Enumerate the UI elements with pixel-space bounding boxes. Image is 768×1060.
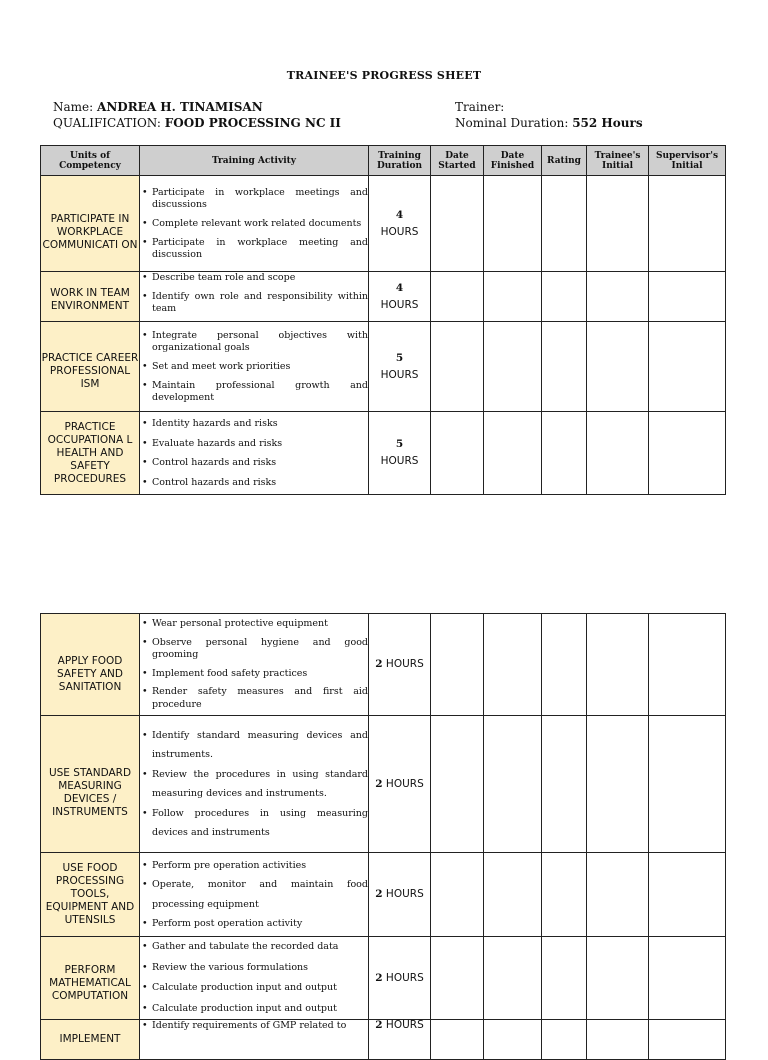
- date-started-cell: [431, 716, 484, 853]
- activity-item: • Identify requirements of GMP related to: [140, 1020, 368, 1032]
- duration-number: 4: [395, 281, 404, 294]
- activity-item: • Wear personal protective equipment: [140, 618, 368, 631]
- table-row: [41, 937, 726, 1020]
- duration-unit: HOURS: [385, 1019, 424, 1031]
- duration-number: 2: [375, 777, 383, 790]
- unit-of-competency: WORK IN TEAM ENVIRONMENT: [41, 272, 140, 322]
- activity-item: • Follow procedures in using measuring devices and instruments: [140, 804, 368, 843]
- trainee-initial-cell: [587, 322, 649, 412]
- training-activity: [140, 322, 369, 412]
- name-line: [53, 99, 263, 115]
- training-duration: [369, 322, 431, 412]
- table-row: [41, 272, 726, 322]
- activity-item: • Control hazards and risks: [140, 473, 368, 493]
- supervisor-initial-cell: [649, 937, 726, 1020]
- duration-unit: HOURS: [385, 888, 424, 900]
- header-units: Units of Competency: [41, 146, 140, 176]
- nominal-duration-value: 552 Hours: [572, 116, 643, 130]
- qualification-line: [53, 115, 341, 131]
- rating-cell: [542, 176, 587, 272]
- progress-table-1: [40, 145, 726, 495]
- training-activity: [140, 716, 369, 853]
- date-started-cell: [431, 853, 484, 937]
- rating-cell: [542, 272, 587, 322]
- activity-item: • Perform post operation activity: [140, 914, 368, 934]
- header-activity: Training Activity: [140, 146, 369, 176]
- supervisor-initial-cell: [649, 322, 726, 412]
- trainee-initial-cell: [587, 1020, 649, 1060]
- header-date-finished: Date Finished: [484, 146, 542, 176]
- rating-cell: [542, 937, 587, 1020]
- training-duration: [369, 853, 431, 937]
- duration-unit: HOURS: [385, 658, 424, 670]
- activity-item: • Participate in workplace meetings and discussions: [140, 187, 368, 211]
- header-supervisor-initial: Supervisor's Initial: [649, 146, 726, 176]
- training-activity: [140, 176, 369, 272]
- unit-of-competency: PRACTICE CAREER PROFESSIONAL ISM: [41, 322, 140, 412]
- supervisor-initial-cell: [649, 176, 726, 272]
- supervisor-initial-cell: [649, 412, 726, 495]
- rating-cell: [542, 853, 587, 937]
- name-value: ANDREA H. TINAMISAN: [97, 100, 263, 114]
- duration-unit: HOURS: [380, 298, 419, 311]
- activity-item: • Identify own role and responsibility within team: [140, 291, 368, 315]
- training-activity: [140, 853, 369, 937]
- activity-item: • Set and meet work priorities: [140, 361, 368, 373]
- activity-item: • Review the procedures in using standard measuring devices and instruments.: [140, 765, 368, 804]
- trainee-initial-cell: [587, 853, 649, 937]
- activity-item: • Operate, monitor and maintain food processing equipment: [140, 875, 368, 914]
- duration-unit: HOURS: [380, 225, 419, 238]
- activity-item: • Identify standard measuring devices and instruments.: [140, 726, 368, 765]
- table-row: [41, 322, 726, 412]
- supervisor-initial-cell: [649, 853, 726, 937]
- table-row: [41, 614, 726, 716]
- training-activity: [140, 412, 369, 495]
- training-duration: [369, 716, 431, 853]
- duration-unit: HOURS: [380, 455, 419, 467]
- activity-item: • Implement food safety practices: [140, 668, 368, 681]
- trainer-label: Trainer:: [455, 100, 505, 114]
- nominal-duration-line: [455, 115, 643, 131]
- duration-number: 5: [395, 351, 404, 364]
- activity-item: • Describe team role and scope: [140, 272, 368, 284]
- date-finished-cell: [484, 322, 542, 412]
- rating-cell: [542, 412, 587, 495]
- activity-item: • Evaluate hazards and risks: [140, 434, 368, 454]
- activity-item: • Calculate production input and output: [140, 999, 368, 1020]
- header-duration: Training Duration: [369, 146, 431, 176]
- training-activity: [140, 614, 369, 716]
- table-row: [41, 412, 726, 495]
- duration-number: 2: [375, 971, 383, 984]
- duration-unit: HOURS: [385, 777, 424, 790]
- supervisor-initial-cell: [649, 1020, 726, 1060]
- date-started-cell: [431, 412, 484, 495]
- activity-item: • Maintain professional growth and development: [140, 380, 368, 404]
- trainee-initial-cell: [587, 716, 649, 853]
- date-finished-cell: [484, 176, 542, 272]
- activity-item: • Gather and tabulate the recorded data: [140, 937, 368, 958]
- date-started-cell: [431, 1020, 484, 1060]
- unit-of-competency: USE FOOD PROCESSING TOOLS, EQUIPMENT AND UTENSILS: [41, 853, 140, 937]
- date-finished-cell: [484, 716, 542, 853]
- date-started-cell: [431, 176, 484, 272]
- activity-item: • Render safety measures and first aid procedure: [140, 686, 368, 711]
- unit-of-competency: PARTICIPATE IN WORKPLACE COMMUNICATI ON: [41, 176, 140, 272]
- date-finished-cell: [484, 853, 542, 937]
- training-duration: [369, 412, 431, 495]
- date-finished-cell: [484, 1020, 542, 1060]
- name-label: Name:: [53, 100, 94, 114]
- table-row: [41, 1020, 726, 1060]
- trainee-initial-cell: [587, 614, 649, 716]
- training-activity: [140, 272, 369, 322]
- activity-item: • Observe personal hygiene and good grooming: [140, 637, 368, 662]
- duration-number: 4: [395, 208, 404, 221]
- supervisor-initial-cell: [649, 614, 726, 716]
- nominal-duration-label: Nominal Duration:: [455, 116, 569, 130]
- duration-unit: HOURS: [380, 368, 419, 381]
- training-duration: [369, 176, 431, 272]
- unit-of-competency: USE STANDARD MEASURING DEVICES / INSTRUMENTS: [41, 716, 140, 853]
- date-finished-cell: [484, 614, 542, 716]
- duration-number: 5: [395, 438, 404, 450]
- supervisor-initial-cell: [649, 716, 726, 853]
- trainee-initial-cell: [587, 412, 649, 495]
- activity-item: • Identity hazards and risks: [140, 414, 368, 434]
- qualification-label: QUALIFICATION:: [53, 116, 161, 130]
- activity-item: • Control hazards and risks: [140, 453, 368, 473]
- activity-item: • Perform pre operation activities: [140, 856, 368, 876]
- date-started-cell: [431, 937, 484, 1020]
- duration-number: 2: [375, 658, 383, 670]
- training-activity: [140, 937, 369, 1020]
- date-started-cell: [431, 322, 484, 412]
- activity-item: • Participate in workplace meeting and discussion: [140, 237, 368, 261]
- trainer-line: [455, 99, 504, 115]
- page-title: TRAINEE'S PROGRESS SHEET: [286, 69, 482, 82]
- activity-item: • Integrate personal objectives with organizational goals: [140, 330, 368, 354]
- duration-number: 2: [375, 1019, 383, 1031]
- rating-cell: [542, 1020, 587, 1060]
- header-date-started: Date Started: [431, 146, 484, 176]
- activity-item: • Review the various formulations: [140, 958, 368, 979]
- rating-cell: [542, 716, 587, 853]
- unit-of-competency: APPLY FOOD SAFETY AND SANITATION: [41, 614, 140, 716]
- unit-of-competency: PERFORM MATHEMATICAL COMPUTATION: [41, 937, 140, 1020]
- activity-item: • Calculate production input and output: [140, 978, 368, 999]
- date-finished-cell: [484, 937, 542, 1020]
- qualification-value: FOOD PROCESSING NC II: [164, 116, 341, 130]
- date-finished-cell: [484, 272, 542, 322]
- duration-unit: HOURS: [385, 971, 424, 984]
- unit-of-competency: IMPLEMENT: [41, 1020, 140, 1060]
- table-header-row: [41, 146, 726, 176]
- trainee-initial-cell: [587, 272, 649, 322]
- unit-of-competency: PRACTICE OCCUPATIONA L HEALTH AND SAFETY PROCEDURES: [41, 412, 140, 495]
- training-duration: [369, 937, 431, 1020]
- date-finished-cell: [484, 412, 542, 495]
- date-started-cell: [431, 614, 484, 716]
- trainee-initial-cell: [587, 937, 649, 1020]
- date-started-cell: [431, 272, 484, 322]
- activity-item: • Complete relevant work related documents: [140, 218, 368, 230]
- table-row: [41, 716, 726, 853]
- header-trainee-initial: Trainee's Initial: [587, 146, 649, 176]
- training-duration: [369, 614, 431, 716]
- rating-cell: [542, 614, 587, 716]
- progress-table-2: [40, 613, 726, 1060]
- supervisor-initial-cell: [649, 272, 726, 322]
- duration-number: 2: [375, 888, 383, 900]
- table-row: [41, 176, 726, 272]
- table-row: [41, 853, 726, 937]
- trainee-initial-cell: [587, 176, 649, 272]
- training-duration: [369, 1020, 431, 1060]
- training-activity: [140, 1020, 369, 1060]
- rating-cell: [542, 322, 587, 412]
- training-duration: [369, 272, 431, 322]
- header-rating: Rating: [542, 146, 587, 176]
